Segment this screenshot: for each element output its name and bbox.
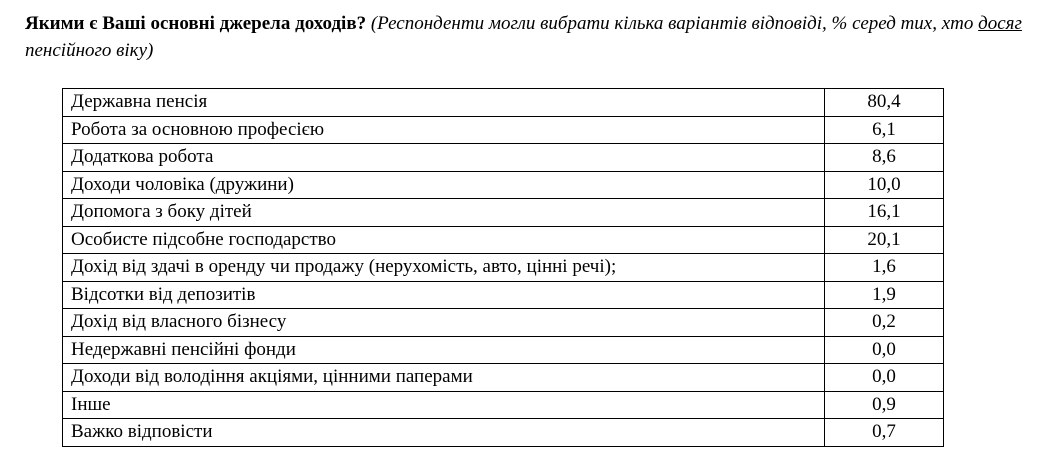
note-text-after: пенсійного віку) bbox=[25, 40, 154, 61]
table-row bbox=[63, 364, 944, 392]
table-row bbox=[63, 254, 944, 282]
row-value: 16,1 bbox=[825, 199, 944, 227]
table-row bbox=[63, 89, 944, 117]
row-label: Допомога з боку дітей bbox=[63, 199, 825, 227]
table-row bbox=[63, 391, 944, 419]
row-label: Доходи від володіння акціями, цінними паперами bbox=[63, 364, 825, 392]
row-value: 0,7 bbox=[825, 419, 944, 447]
question-text: Якими є Ваші основні джерела доходів? bbox=[25, 13, 367, 34]
row-value: 0,0 bbox=[825, 364, 944, 392]
row-label: Дохід від здачі в оренду чи продажу (нерухомість, авто, цінні речі); bbox=[63, 254, 825, 282]
row-value: 20,1 bbox=[825, 226, 944, 254]
row-label: Робота за основною професією bbox=[63, 116, 825, 144]
row-label: Інше bbox=[63, 391, 825, 419]
table-row bbox=[63, 144, 944, 172]
note-text-before: (Респонденти могли вибрати кілька варіантів відповіді, % серед тих, хто bbox=[370, 13, 974, 34]
income-sources-table bbox=[62, 88, 944, 447]
row-value: 0,9 bbox=[825, 391, 944, 419]
note-underlined-word: досяг bbox=[978, 13, 1022, 34]
table-row bbox=[63, 116, 944, 144]
row-label: Відсотки від депозитів bbox=[63, 281, 825, 309]
table-row bbox=[63, 336, 944, 364]
row-value: 6,1 bbox=[825, 116, 944, 144]
row-value: 0,2 bbox=[825, 309, 944, 337]
row-label: Додаткова робота bbox=[63, 144, 825, 172]
row-value: 1,6 bbox=[825, 254, 944, 282]
table-row bbox=[63, 309, 944, 337]
row-value: 8,6 bbox=[825, 144, 944, 172]
table-row bbox=[63, 171, 944, 199]
row-value: 1,9 bbox=[825, 281, 944, 309]
row-label: Дохід від власного бізнесу bbox=[63, 309, 825, 337]
question-heading bbox=[25, 10, 1035, 64]
row-value: 80,4 bbox=[825, 89, 944, 117]
table-row bbox=[63, 199, 944, 227]
row-label: Державна пенсія bbox=[63, 89, 825, 117]
row-label: Особисте підсобне господарство bbox=[63, 226, 825, 254]
row-label: Важко відповісти bbox=[63, 419, 825, 447]
row-value: 0,0 bbox=[825, 336, 944, 364]
row-label: Доходи чоловіка (дружини) bbox=[63, 171, 825, 199]
table-row bbox=[63, 419, 944, 447]
table-row bbox=[63, 226, 944, 254]
table-row bbox=[63, 281, 944, 309]
row-label: Недержавні пенсійні фонди bbox=[63, 336, 825, 364]
row-value: 10,0 bbox=[825, 171, 944, 199]
